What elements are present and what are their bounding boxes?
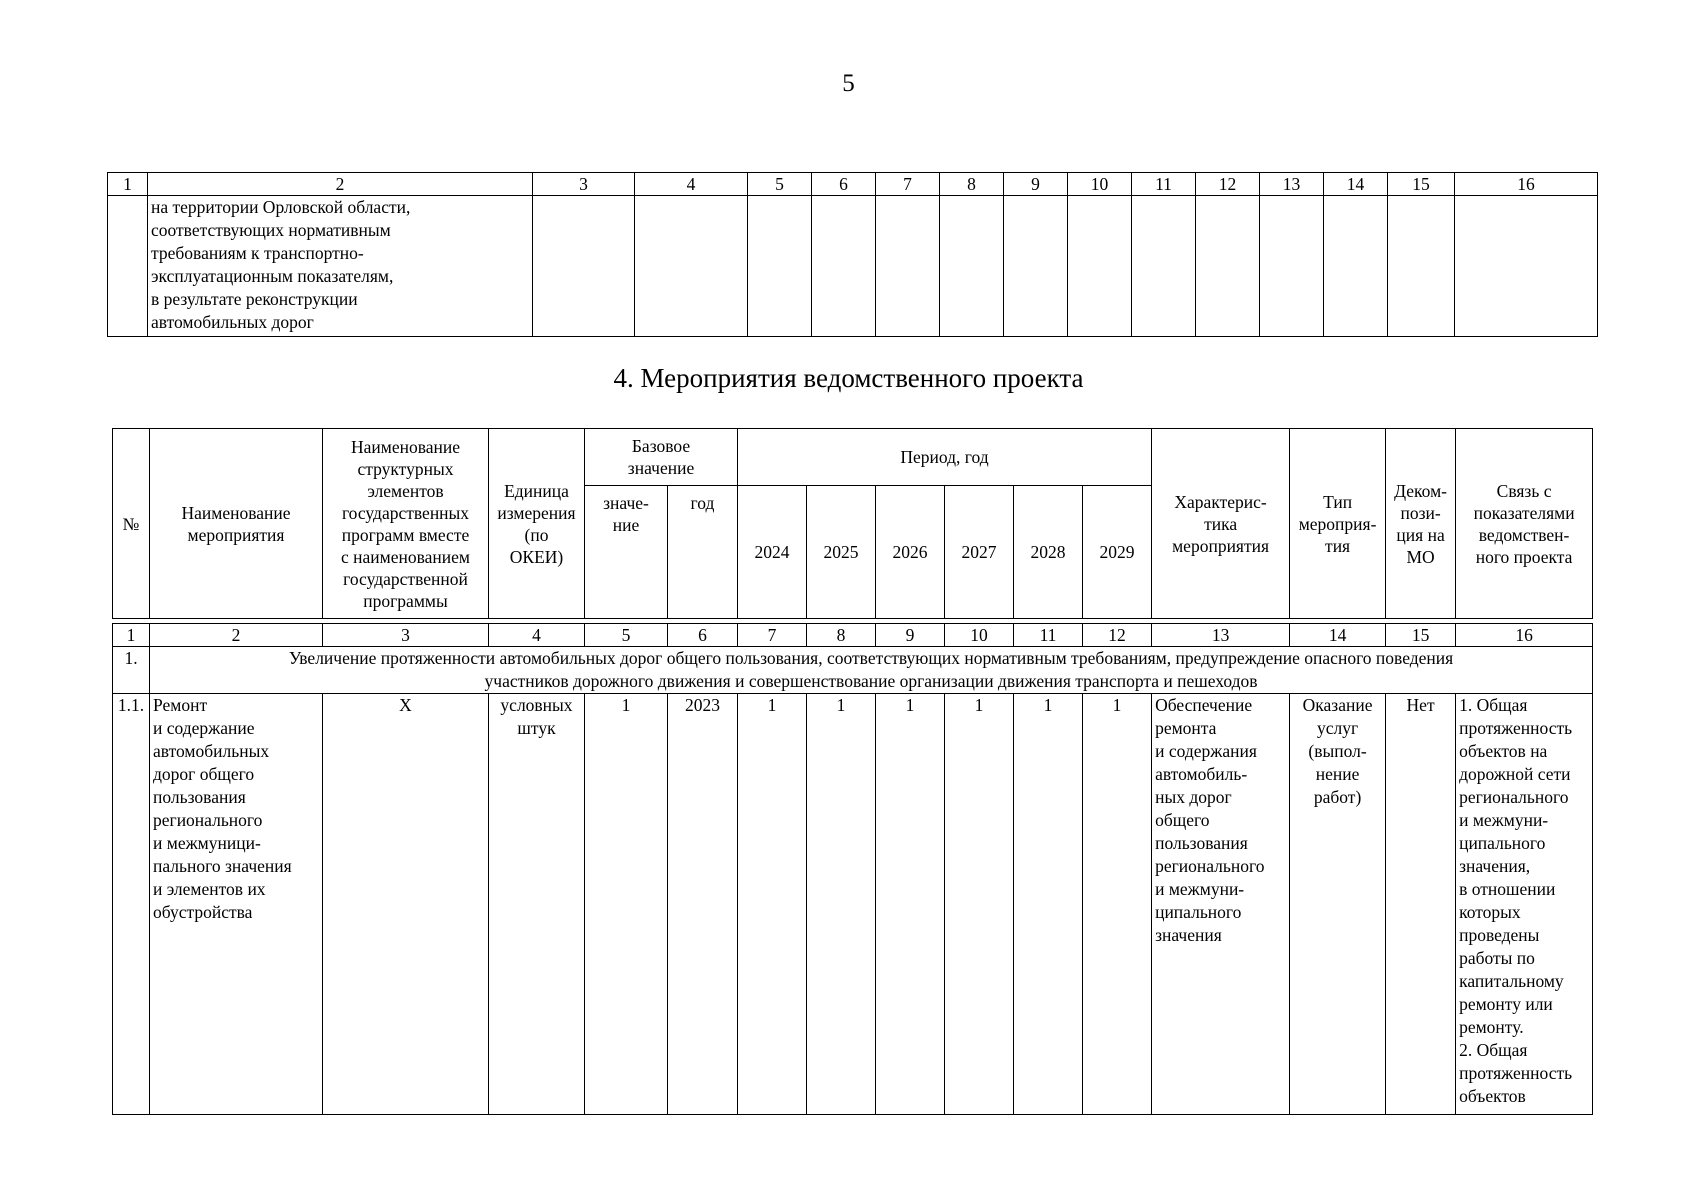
header-row xyxy=(113,429,1593,486)
row-number: 1.1. xyxy=(113,694,150,1115)
col-num: 2 xyxy=(150,624,323,647)
header-char: Характерис- тика мероприятия xyxy=(1152,429,1290,619)
cell xyxy=(1260,196,1324,337)
col-num: 9 xyxy=(1004,173,1068,196)
col-num: 16 xyxy=(1455,173,1598,196)
col-num: 15 xyxy=(1388,173,1455,196)
cell xyxy=(812,196,876,337)
row-year-value: 1 xyxy=(876,694,945,1115)
cell xyxy=(748,196,812,337)
col-num: 6 xyxy=(668,624,738,647)
col-num: 8 xyxy=(940,173,1004,196)
header-period: Период, год xyxy=(738,429,1152,486)
cell xyxy=(876,196,940,337)
cell xyxy=(108,196,148,337)
row-struct: Х xyxy=(323,694,489,1115)
col-num: 14 xyxy=(1290,624,1386,647)
cell xyxy=(1004,196,1068,337)
header-unit: Единица измерения (по ОКЕИ) xyxy=(489,429,585,619)
cell xyxy=(1132,196,1196,337)
col-num: 1 xyxy=(108,173,148,196)
row-unit: условных штук xyxy=(489,694,585,1115)
header-year: 2024 xyxy=(738,486,807,619)
col-num: 5 xyxy=(585,624,668,647)
row-year-value: 1 xyxy=(945,694,1014,1115)
row-year-value: 1 xyxy=(1014,694,1083,1115)
col-num: 7 xyxy=(738,624,807,647)
cell xyxy=(635,196,748,337)
header-no: № xyxy=(113,429,150,619)
row-base-year: 2023 xyxy=(668,694,738,1115)
section-row xyxy=(113,647,1593,694)
column-number-row xyxy=(113,624,1593,647)
section-title: 4. Мероприятия ведомственного проекта xyxy=(613,363,1084,393)
row-type: Оказание услуг (выпол- нение работ) xyxy=(1290,694,1386,1115)
header-year: 2025 xyxy=(807,486,876,619)
header-type: Тип мероприя- тия xyxy=(1290,429,1386,619)
column-number-row xyxy=(108,173,1598,196)
cell xyxy=(1196,196,1260,337)
header-year: 2029 xyxy=(1083,486,1152,619)
col-num: 12 xyxy=(1083,624,1152,647)
header-decomp: Деком- пози- ция на МО xyxy=(1386,429,1456,619)
row-base-value: 1 xyxy=(585,694,668,1115)
continued-indicators-table xyxy=(107,172,1598,337)
col-num: 16 xyxy=(1456,624,1593,647)
row-year-value: 1 xyxy=(807,694,876,1115)
header-name: Наименование мероприятия xyxy=(150,429,323,619)
cell xyxy=(1068,196,1132,337)
col-num: 13 xyxy=(1260,173,1324,196)
col-num: 10 xyxy=(945,624,1014,647)
section-heading: Увеличение протяженности автомобильных дорог общего пользования, соответствующих нормативным требованиям, предупреждение опасного поведения участников дорожного движения и совершенствование организации движения транспорта и пешеходов xyxy=(150,647,1593,694)
col-num: 10 xyxy=(1068,173,1132,196)
col-num: 3 xyxy=(323,624,489,647)
col-num: 13 xyxy=(1152,624,1290,647)
col-num: 9 xyxy=(876,624,945,647)
col-num: 12 xyxy=(1196,173,1260,196)
col-num: 6 xyxy=(812,173,876,196)
col-num: 8 xyxy=(807,624,876,647)
col-num: 3 xyxy=(533,173,635,196)
col-num: 4 xyxy=(635,173,748,196)
page-number: 5 xyxy=(842,70,855,97)
row-char: Обеспечение ремонта и содержания автомобиль- ных дорог общего пользования регионального и межмуни- ципального значения xyxy=(1152,694,1290,1115)
table-row xyxy=(113,694,1593,1115)
cell xyxy=(1324,196,1388,337)
row-year-value: 1 xyxy=(738,694,807,1115)
header-year: 2028 xyxy=(1014,486,1083,619)
section-number: 1. xyxy=(113,647,150,694)
measures-table xyxy=(112,428,1593,1115)
col-num: 11 xyxy=(1132,173,1196,196)
col-num: 1 xyxy=(113,624,150,647)
col-num: 15 xyxy=(1386,624,1456,647)
cell xyxy=(1388,196,1455,337)
col-num: 2 xyxy=(148,173,533,196)
col-num: 5 xyxy=(748,173,812,196)
cell xyxy=(940,196,1004,337)
cell xyxy=(533,196,635,337)
row-link: 1. Общая протяженность объектов на дорожной сети регионального и межмуни- ципального значения, в отношении которых проведены работы по капитальному ремонту или ремонту. 2. Общая протяженность объектов xyxy=(1456,694,1593,1115)
col-num: 14 xyxy=(1324,173,1388,196)
table-row xyxy=(108,196,1598,337)
header-link: Связь с показателями ведомствен- ного проекта xyxy=(1456,429,1593,619)
col-num: 7 xyxy=(876,173,940,196)
col-num: 11 xyxy=(1014,624,1083,647)
row-name: Ремонт и содержание автомобильных дорог общего пользования регионального и межмуници- пального значения и элементов их обустройства xyxy=(150,694,323,1115)
row-year-value: 1 xyxy=(1083,694,1152,1115)
header-struct: Наименование структурных элементов государственных программ вместе с наименованием государственной программы xyxy=(323,429,489,619)
indicator-name-cell: на территории Орловской области, соответствующих нормативным требованиям к транспортно- эксплуатационным показателям, в результате реконструкции автомобильных дорог xyxy=(148,196,533,337)
cell xyxy=(1455,196,1598,337)
header-year: 2027 xyxy=(945,486,1014,619)
header-base-value: значе- ние xyxy=(585,486,668,619)
header-base: Базовое значение xyxy=(585,429,738,486)
row-decomp: Нет xyxy=(1386,694,1456,1115)
header-base-year: год xyxy=(668,486,738,619)
header-year: 2026 xyxy=(876,486,945,619)
col-num: 4 xyxy=(489,624,585,647)
